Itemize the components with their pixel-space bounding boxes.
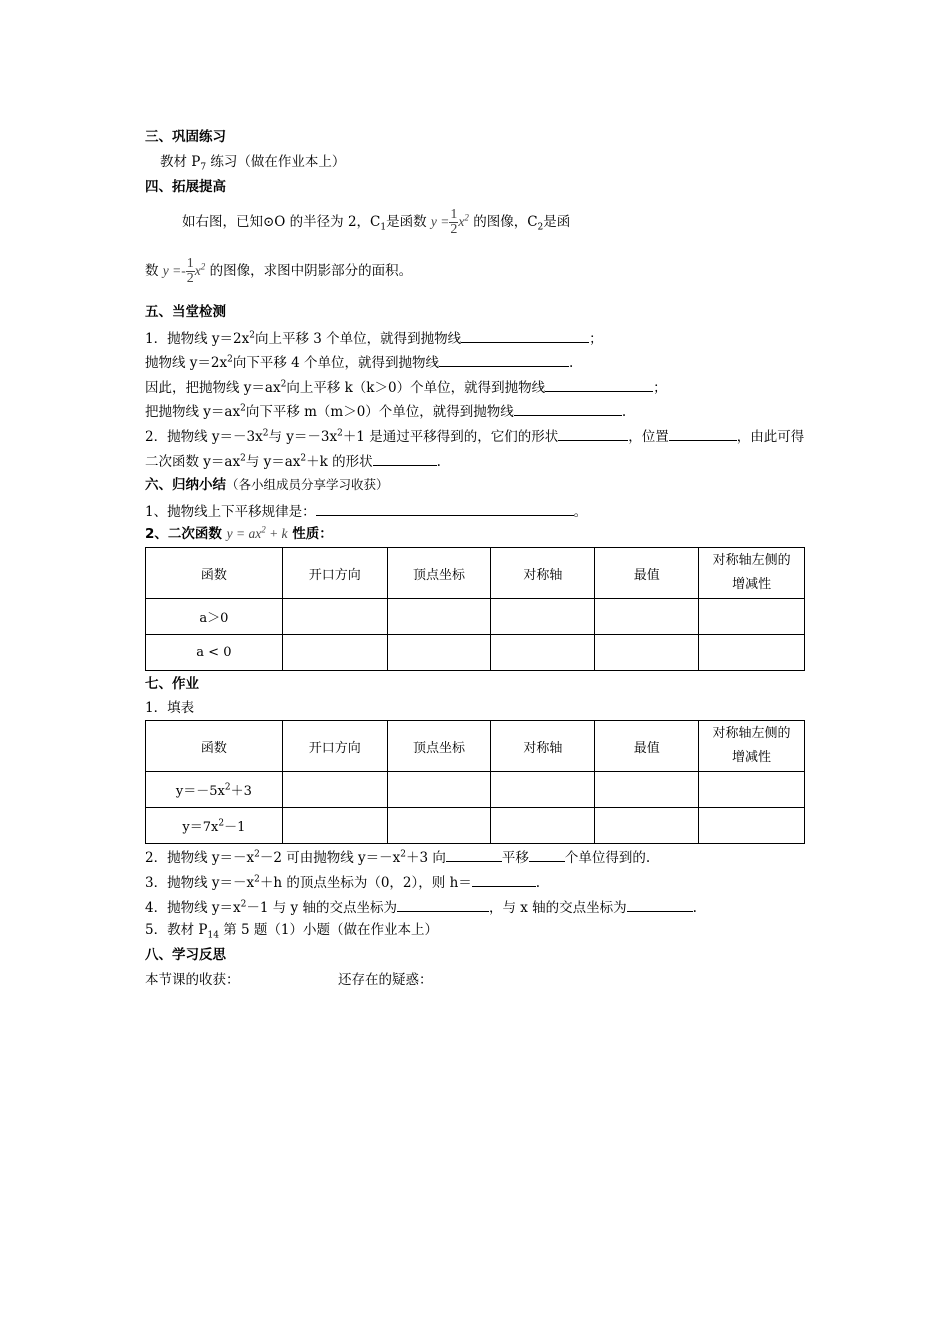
text: ； bbox=[653, 380, 667, 396]
sec7-q3 bbox=[145, 872, 540, 892]
text: y＝7x bbox=[182, 820, 219, 835]
text: 平移 bbox=[501, 850, 529, 866]
sec5-line5 bbox=[145, 426, 804, 446]
text: ，与 x 轴的交点坐标为 bbox=[488, 900, 627, 916]
text: 性质： bbox=[287, 526, 333, 542]
section-4-title: 四、拓展提高 bbox=[145, 179, 226, 195]
exponent: 2 bbox=[261, 524, 266, 535]
table-cell[interactable] bbox=[282, 808, 387, 844]
formula: y = ax bbox=[226, 526, 262, 541]
section-3-title: 三、巩固练习 bbox=[145, 129, 226, 145]
exponent: 2 bbox=[254, 849, 260, 860]
section-6-title: 六、归纳小结 bbox=[145, 477, 226, 493]
table-row bbox=[146, 772, 805, 808]
formula-lhs: y =- bbox=[162, 263, 186, 278]
table-cell[interactable] bbox=[282, 599, 387, 635]
header-cell: 顶点坐标 bbox=[387, 721, 491, 772]
text: 向下平移 m（m＞0）个单位，就得到抛物线 bbox=[245, 404, 514, 420]
table-cell[interactable] bbox=[282, 772, 387, 808]
text: 与 y＝－3x bbox=[268, 429, 338, 445]
header-cell: 对称轴 bbox=[491, 548, 595, 599]
text: 5．教材 P bbox=[145, 922, 208, 938]
table-cell[interactable] bbox=[491, 808, 595, 844]
sec6-line2 bbox=[145, 525, 333, 543]
formula-var: x bbox=[194, 263, 201, 278]
answer-blank[interactable] bbox=[397, 897, 489, 912]
exponent: 2 bbox=[254, 874, 260, 885]
text: 第 5 题（1）小题（做在作业本上） bbox=[218, 922, 438, 938]
answer-blank[interactable] bbox=[514, 401, 622, 416]
header-cell: 开口方向 bbox=[282, 721, 387, 772]
header-cell bbox=[699, 721, 805, 772]
formula-var: x bbox=[458, 214, 465, 229]
text: 如右图，已知⊙O 的半径为 2，C bbox=[182, 214, 381, 230]
table-cell[interactable] bbox=[387, 599, 491, 635]
exponent: 2 bbox=[249, 330, 255, 341]
table-cell[interactable] bbox=[491, 635, 595, 671]
exponent: 2 bbox=[337, 428, 343, 439]
table-cell[interactable] bbox=[699, 635, 805, 671]
sec8-gain: 本节课的收获： bbox=[145, 972, 240, 988]
text: . bbox=[569, 355, 574, 371]
text: 2．抛物线 y＝－3x bbox=[145, 429, 263, 445]
answer-blank[interactable] bbox=[529, 847, 565, 862]
header-text: 增减性 bbox=[732, 577, 772, 592]
table-row bbox=[146, 635, 805, 671]
text: ＋3 bbox=[230, 784, 252, 799]
text: 1、抛物线上下平移规律是： bbox=[145, 504, 316, 520]
sec7-q5 bbox=[145, 921, 438, 939]
fraction-numerator: 1 bbox=[450, 207, 458, 222]
exponent: 2 bbox=[218, 818, 225, 829]
section-6-note: （各小组成员分享学习收获） bbox=[226, 477, 389, 492]
text: 数 bbox=[145, 263, 163, 279]
answer-blank[interactable] bbox=[316, 501, 574, 516]
text: 2、二次函数 bbox=[145, 526, 227, 542]
table-cell[interactable] bbox=[387, 808, 491, 844]
answer-blank[interactable] bbox=[446, 847, 502, 862]
header-text: 对称轴左侧的 bbox=[712, 726, 791, 741]
homework-table bbox=[145, 720, 805, 844]
table-cell[interactable] bbox=[595, 808, 699, 844]
text: 的图像，C bbox=[468, 214, 538, 230]
formula: + k bbox=[265, 526, 288, 541]
text: 个单位得到的. bbox=[564, 850, 651, 866]
section-3-line bbox=[160, 153, 345, 171]
header-cell: 最值 bbox=[595, 548, 699, 599]
text: 向上平移 k（k＞0）个单位，就得到抛物线 bbox=[286, 380, 546, 396]
exponent: 2 bbox=[300, 453, 307, 464]
text: . bbox=[621, 404, 627, 420]
text: 。 bbox=[573, 504, 588, 520]
text: 4．抛物线 y＝x bbox=[145, 900, 241, 916]
table-cell[interactable] bbox=[699, 772, 805, 808]
text: －2 可由抛物线 y＝－x bbox=[259, 850, 401, 866]
exponent: 2 bbox=[200, 261, 206, 272]
text: 练习（做在作业本上） bbox=[206, 154, 346, 170]
table-row bbox=[146, 808, 805, 844]
text: 3．抛物线 y＝－x bbox=[145, 875, 255, 891]
header-cell: 对称轴 bbox=[491, 721, 595, 772]
fraction bbox=[186, 257, 195, 286]
row-label bbox=[146, 772, 283, 808]
sec7-q4 bbox=[145, 897, 697, 917]
text: . bbox=[692, 900, 697, 916]
header-text: 对称轴左侧的 bbox=[712, 553, 791, 568]
header-cell: 函数 bbox=[146, 721, 283, 772]
answer-blank[interactable] bbox=[373, 451, 437, 466]
section-7-title: 七、作业 bbox=[145, 676, 199, 692]
section-6-title-line bbox=[145, 476, 389, 494]
exponent: 2 bbox=[227, 354, 233, 365]
text: －1 bbox=[224, 820, 246, 835]
section-8-title: 八、学习反思 bbox=[145, 947, 226, 963]
fraction-denominator: 2 bbox=[186, 271, 194, 286]
text: 把抛物线 y＝ax bbox=[145, 404, 241, 420]
sec5-line3 bbox=[145, 377, 667, 397]
text: ，由此可得 bbox=[736, 429, 805, 445]
table-cell[interactable] bbox=[595, 772, 699, 808]
text: 向下平移 4 个单位，就得到抛物线 bbox=[232, 355, 440, 371]
header-cell: 开口方向 bbox=[282, 548, 387, 599]
sec7-q2 bbox=[145, 847, 650, 867]
sec6-line1 bbox=[145, 501, 587, 521]
answer-blank[interactable] bbox=[472, 872, 536, 887]
text: 与 y＝ax bbox=[245, 454, 301, 470]
text: 的图像，求图中阴影部分的面积。 bbox=[205, 263, 413, 279]
exponent: 2 bbox=[240, 453, 246, 464]
exponent: 2 bbox=[262, 428, 269, 439]
table-cell[interactable] bbox=[282, 635, 387, 671]
table-cell[interactable] bbox=[491, 772, 595, 808]
sec5-line1 bbox=[145, 328, 603, 348]
row-label: a＞0 bbox=[146, 599, 283, 635]
sec5-line2 bbox=[145, 352, 573, 372]
section-5-title: 五、当堂检测 bbox=[145, 304, 226, 320]
text: . bbox=[436, 454, 441, 470]
table-header-row bbox=[146, 721, 805, 772]
exponent: 2 bbox=[224, 782, 231, 793]
table-cell[interactable] bbox=[387, 772, 491, 808]
row-label bbox=[146, 808, 283, 844]
subscript: 2 bbox=[537, 222, 544, 233]
row-label: a < 0 bbox=[146, 635, 283, 671]
table-cell[interactable] bbox=[699, 599, 805, 635]
table-cell[interactable] bbox=[491, 599, 595, 635]
text: 1．抛物线 y＝2x bbox=[145, 331, 250, 347]
sec5-line4 bbox=[145, 401, 626, 421]
table-cell[interactable] bbox=[387, 635, 491, 671]
table-cell[interactable] bbox=[595, 635, 699, 671]
answer-blank[interactable] bbox=[439, 352, 569, 367]
table-cell[interactable] bbox=[699, 808, 805, 844]
sec8-doubt: 还存在的疑惑： bbox=[338, 972, 433, 988]
answer-blank[interactable] bbox=[627, 897, 693, 912]
answer-blank[interactable] bbox=[558, 426, 628, 441]
subscript: 14 bbox=[207, 930, 219, 941]
text: y＝－5x bbox=[175, 784, 225, 799]
properties-table bbox=[145, 547, 805, 671]
exponent: 2 bbox=[464, 212, 469, 223]
header-cell: 顶点坐标 bbox=[387, 548, 491, 599]
header-text: 增减性 bbox=[732, 750, 772, 765]
sec7-line1: 1．填表 bbox=[145, 700, 195, 716]
exponent: 2 bbox=[240, 899, 247, 910]
text: －1 与 y 轴的交点坐标为 bbox=[246, 900, 397, 916]
exponent: 2 bbox=[400, 849, 407, 860]
text: 是函数 bbox=[386, 214, 431, 230]
table-cell[interactable] bbox=[595, 599, 699, 635]
text: 向上平移 3 个单位，就得到抛物线 bbox=[254, 331, 462, 347]
formula-lhs: y = bbox=[430, 214, 450, 229]
table-header-row bbox=[146, 548, 805, 599]
answer-blank[interactable] bbox=[461, 328, 589, 343]
exponent: 2 bbox=[240, 403, 246, 414]
text: ，位置 bbox=[628, 429, 669, 445]
section-4-para-line2 bbox=[145, 254, 412, 288]
sec5-line6 bbox=[145, 451, 441, 471]
text: 教材 P bbox=[160, 154, 201, 170]
text: ＋h 的顶点坐标为（0，2），则 h＝ bbox=[259, 875, 472, 891]
text: ＋1 是通过平移得到的，它们的形状 bbox=[342, 429, 559, 445]
fraction-denominator: 2 bbox=[450, 222, 458, 237]
answer-blank[interactable] bbox=[669, 426, 737, 441]
text: ； bbox=[589, 331, 603, 347]
header-cell: 函数 bbox=[146, 548, 283, 599]
section-4-para-line1 bbox=[182, 205, 570, 239]
text: . bbox=[535, 875, 541, 891]
answer-blank[interactable] bbox=[545, 377, 653, 392]
text: ＋k 的形状 bbox=[306, 454, 373, 470]
text: 抛物线 y＝2x bbox=[145, 355, 228, 371]
fraction-numerator: 1 bbox=[186, 256, 194, 271]
text: 2．抛物线 y＝－x bbox=[145, 850, 255, 866]
exponent: 2 bbox=[280, 379, 287, 390]
header-cell bbox=[699, 548, 805, 599]
header-cell: 最值 bbox=[595, 721, 699, 772]
text: 因此，把抛物线 y＝ax bbox=[145, 380, 281, 396]
subscript: 1 bbox=[380, 222, 387, 233]
table-row bbox=[146, 599, 805, 635]
text: ＋3 向 bbox=[406, 850, 446, 866]
subscript: 7 bbox=[200, 162, 207, 173]
text: 是函 bbox=[543, 214, 571, 230]
text: 二次函数 y＝ax bbox=[145, 454, 241, 470]
